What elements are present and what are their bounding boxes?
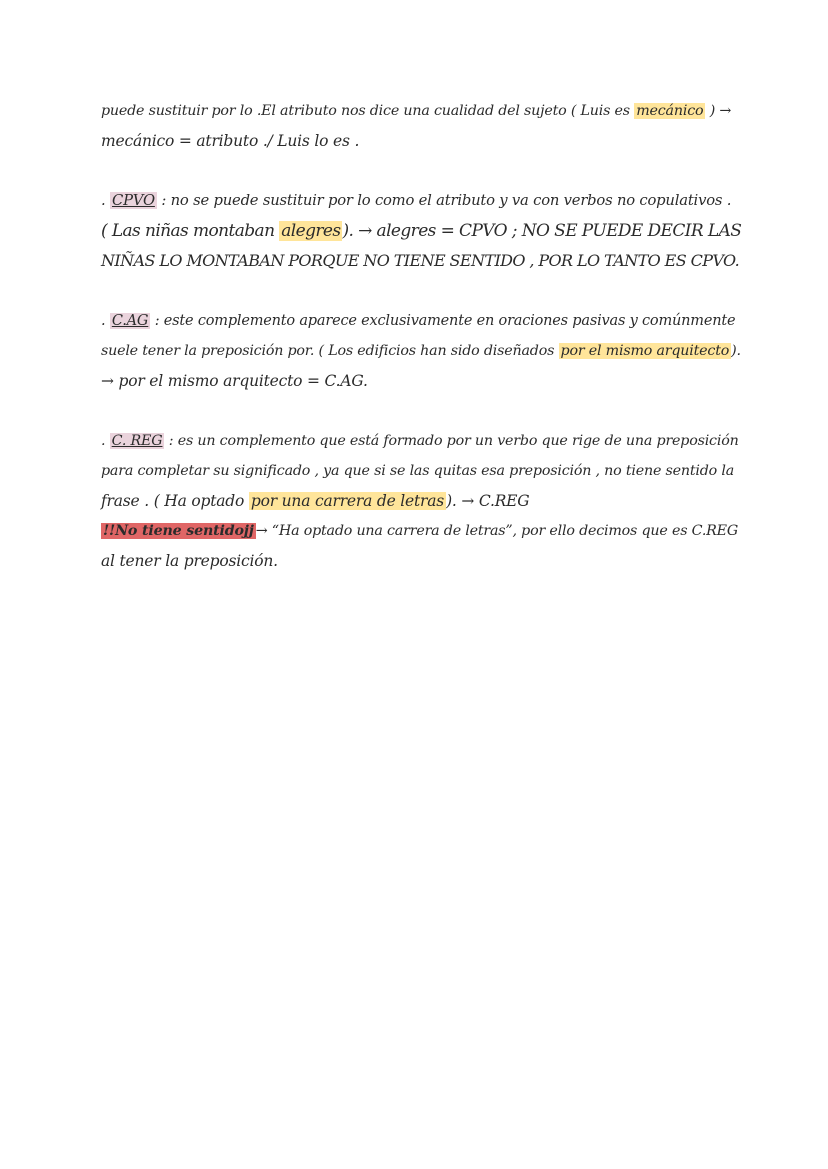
text-line bbox=[101, 96, 741, 126]
text-line bbox=[101, 216, 741, 246]
document-page bbox=[101, 96, 741, 576]
highlight-mecanico: mecánico bbox=[636, 103, 704, 119]
text-span: puede sustituir por lo .El atributo nos dice una cualidad del sujeto ( Luis es bbox=[101, 103, 635, 119]
text-span: frase . ( Ha optado bbox=[101, 492, 249, 510]
text-line bbox=[101, 366, 741, 396]
text-line bbox=[101, 336, 741, 366]
text-span: ). → C.REG bbox=[446, 492, 530, 510]
text-span: mecánico = atributo ./ Luis lo es . bbox=[101, 132, 360, 150]
paragraph-gap bbox=[101, 396, 741, 426]
text-span: : no se puede sustituir por lo como el atributo y va con verbos no copulativos . bbox=[156, 192, 732, 209]
text-span: ( Las niñas montaban bbox=[101, 221, 280, 241]
cag-definition-line bbox=[101, 306, 741, 336]
text-span: → por el mismo arquitecto = C.AG. bbox=[101, 372, 368, 390]
text-span: : este complemento aparece exclusivamente en oraciones pasivas y comúnmente bbox=[150, 313, 736, 329]
highlight-alegres: alegres bbox=[281, 221, 341, 241]
text-span: : es un complemento que está formado por un verbo que rige de una preposición bbox=[164, 433, 739, 449]
highlight-arquitecto: por el mismo arquitecto bbox=[560, 343, 730, 359]
text-span: suele tener la preposición por. ( Los edificios han sido diseñados bbox=[101, 343, 559, 359]
bullet-dot: . bbox=[101, 433, 110, 449]
highlight-no-tiene-sentido: !!No tiene sentidojj bbox=[103, 523, 254, 539]
paragraph-gap bbox=[101, 156, 741, 186]
text-span: al tener la preposición. bbox=[101, 552, 278, 570]
creg-definition-line bbox=[101, 426, 741, 456]
cpvo-definition-line bbox=[101, 186, 741, 216]
term-cpvo: CPVO bbox=[111, 192, 155, 209]
text-span: ). bbox=[731, 343, 741, 359]
text-line bbox=[101, 126, 741, 156]
highlight-carrera: por una carrera de letras bbox=[250, 492, 445, 510]
text-line bbox=[101, 486, 741, 516]
bullet-dot: . bbox=[101, 192, 110, 209]
text-span: NIÑAS LO MONTABAN PORQUE NO TIENE SENTIDO , POR LO TANTO ES CPVO. bbox=[101, 251, 740, 270]
text-line bbox=[101, 246, 741, 276]
text-span: ). → alegres = CPVO ; NO SE PUEDE DECIR LAS bbox=[342, 221, 742, 241]
text-span: → “Ha optado una carrera de letras”, por ello decimos que es C.REG bbox=[255, 523, 739, 539]
text-line bbox=[101, 456, 741, 486]
term-creg: C. REG bbox=[111, 433, 163, 449]
text-line bbox=[101, 546, 741, 576]
bullet-dot: . bbox=[101, 313, 110, 329]
term-cag: C.AG bbox=[111, 313, 149, 329]
text-span: para completar su significado , ya que si se las quitas esa preposición , no tiene sentido la bbox=[101, 463, 735, 479]
text-line bbox=[101, 516, 741, 546]
text-span: ) → bbox=[705, 103, 732, 119]
paragraph-gap bbox=[101, 276, 741, 306]
